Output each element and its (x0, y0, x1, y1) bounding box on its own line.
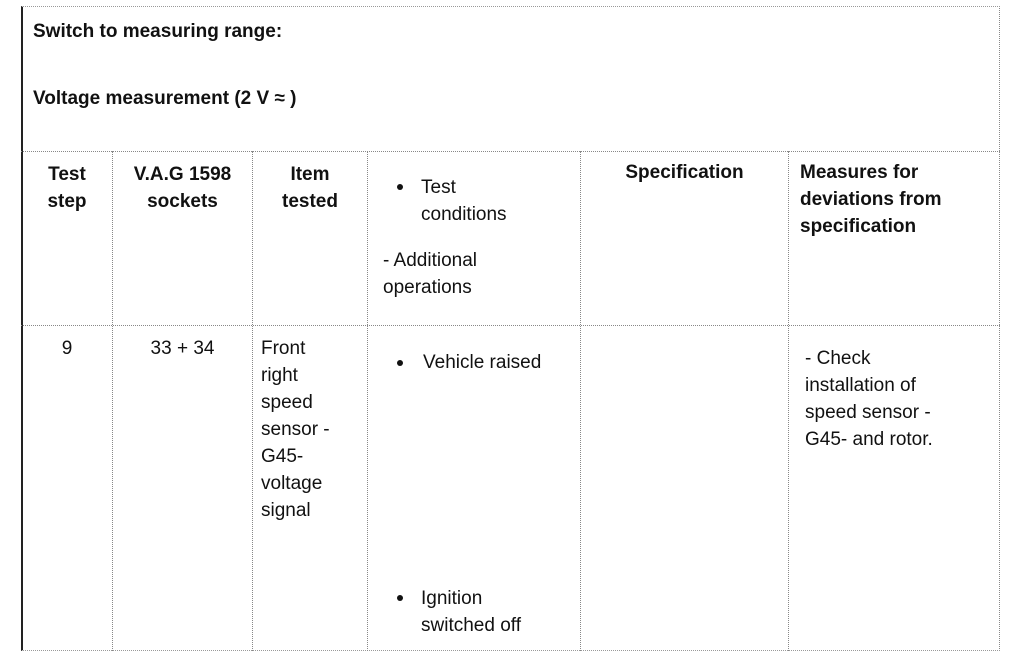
column-divider (788, 151, 789, 651)
col-header-specification: Specification (625, 162, 744, 183)
voltage-measurement-title: Voltage measurement (2 V ≈ ) (33, 88, 297, 109)
column-divider (367, 151, 368, 651)
header-divider (21, 151, 1000, 152)
measuring-range-title: Switch to measuring range: (33, 21, 283, 42)
column-divider (112, 151, 113, 651)
bullet-icon (397, 595, 403, 601)
row-test-step: 9 (61, 338, 73, 359)
column-divider (580, 151, 581, 651)
column-header-divider (21, 325, 1000, 326)
row-sockets: 33 + 34 (150, 338, 215, 359)
bullet-icon (397, 184, 403, 190)
bullet-icon (397, 360, 403, 366)
column-divider (252, 151, 253, 651)
